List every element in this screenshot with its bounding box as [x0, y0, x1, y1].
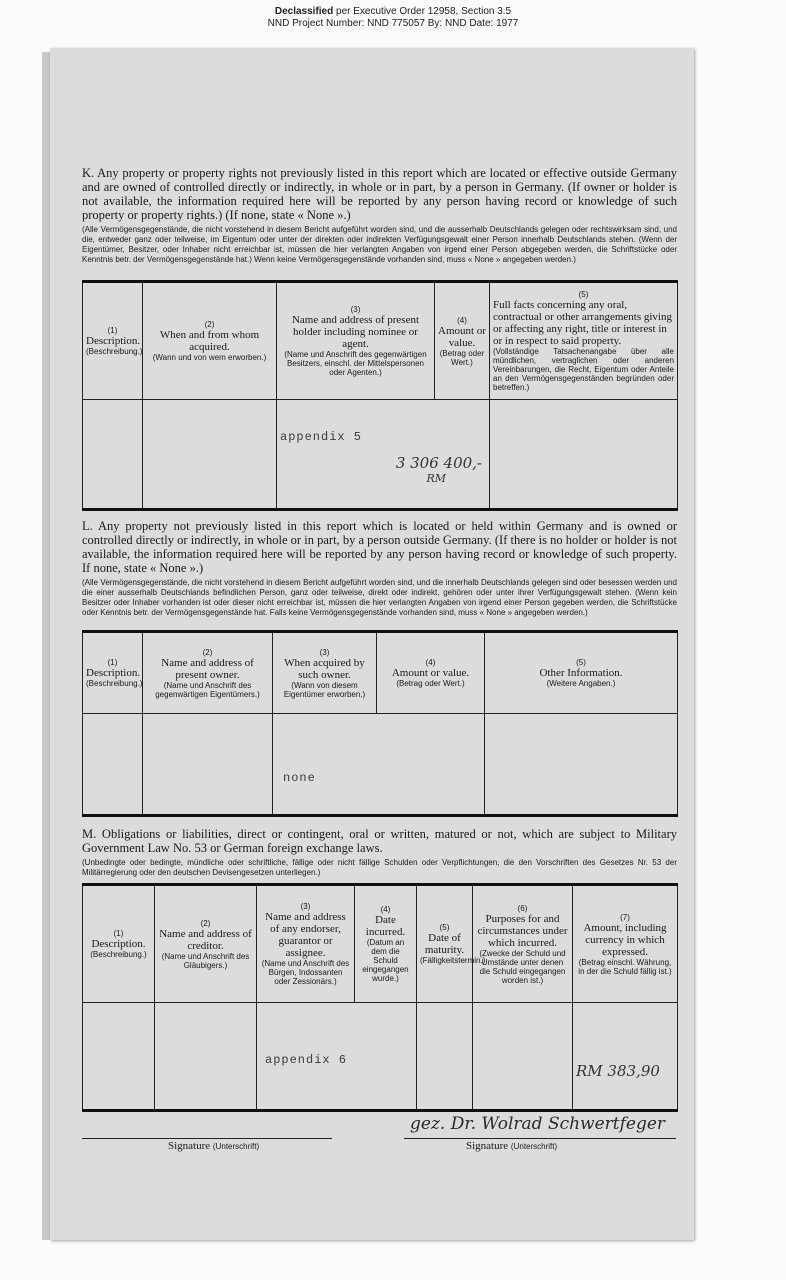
right-signature-label: Signature (Unterschrift): [466, 1140, 558, 1152]
k-col-5: (5) Full facts concerning any oral, contractual or other arrangements giving or affecting any right, title or interest in or in respect to said property. (Vollständige Tatsachenangabe über alle mündlichen, vertraglichen oder anderen Vereinbarungen, die Recht, Eigentum oder Anteile an den Vermögensgegenständen begründen oder betreffen.): [490, 282, 678, 400]
section-m-table: [82, 883, 678, 1112]
k-col-3: (3) Name and address of present holder including nominee or agent. (Name und Anschrift des gegenwärtigen Besitzers, einschl. der Mittelspersonen oder Agenten.): [277, 282, 435, 400]
section-l-entry-row: [83, 714, 678, 816]
section-m-note: (Unbedingte oder bedingte, mündliche oder schriftliche, fällige oder nicht fällige Schulden oder Verpflichtungen, die den Vorschriften des Gesetzes Nr. 53 der Militärregierung oder den deutschen Devisengesetzen unterliegen.): [82, 858, 677, 877]
m-amount-cell: [573, 1003, 678, 1111]
l-col-2: (2) Name and address of present owner. (Name und Anschrift des gegenwärtigen Eigentümers.): [143, 632, 273, 714]
section-k-table: [82, 280, 678, 511]
section-m-title: M. Obligations or liabilities, direct or contingent, oral or written, matured or not, which are subject to Military Government Law No. 53 or German foreign exchange laws.: [82, 827, 677, 855]
section-k-title: K. Any property or property rights not previously listed in this report which are located or effective outside Germany and are owned of controlled directly or indirectly, in whole or in part, by a person in Germany. (If owner or holder is not available, the information required here will be reported by any person having record or knowledge of such property or property rights.) (If none, state « None ».): [82, 166, 677, 222]
l-col-5: (5) Other Information. (Weitere Angaben.): [485, 632, 678, 714]
handwritten-signature: gez. Dr. Wolrad Schwertfeger: [410, 1114, 666, 1134]
section-l-header-row: [83, 632, 678, 714]
k-entry-amount: 3 306 400,-: [395, 454, 482, 472]
section-l-note: (Alle Vermögensgegenstände, die nicht vorstehend in diesem Bericht aufgeführt worden sind, und die innerhalb Deutschlands gelegen sind oder besessen werden und die einer ausserhalb Deutschlands befindlichen Person, ganz oder teilweise, direkt oder indirekt, gehören oder unter ihrer Verfügungsgewalt stehen. (Wenn kein Besitzer oder Inhaber vorhanden ist oder dieser nicht erreichbar ist, müssen die hier verlangten Angaben von irgend einer Person gegeben werden, die Schriftstücke oder Kenntnis betr. der Vermögensgegenstände hat. Falls keine Vermögensgegenstände vorhanden sind, muss « None » angegeben werden.): [82, 578, 677, 617]
section-l-table: [82, 630, 678, 817]
l-col-3: (3) When acquired by such owner. (Wann von diesem Eigentümer erworben.): [273, 632, 377, 714]
l-col-1: (1) Description. (Beschreibung.): [83, 632, 143, 714]
k-entry-currency: RM: [426, 472, 446, 485]
left-signature-line: [82, 1138, 332, 1139]
m-col-2: (2) Name and address of creditor. (Name und Anschrift des Gläubigers.): [155, 885, 257, 1003]
section-m-header: [82, 827, 677, 878]
stamp-line1: per Executive Order 12958, Section 3.5: [333, 6, 512, 17]
right-signature-line: [404, 1138, 676, 1139]
section-m-entry-row: [83, 1003, 678, 1111]
declassification-stamp: [0, 6, 786, 30]
m-col-1: (1) Description. (Beschreibung.): [83, 885, 155, 1003]
k-col-4: (4) Amount or value. (Betrag oder Wert.): [435, 282, 490, 400]
section-k-header: [82, 166, 677, 265]
m-col-6: (6) Purposes for and circumstances under which incurred. (Zwecke der Schuld und Umstände unter denen die Schuld eingegangen worden ist.): [473, 885, 573, 1003]
m-col-7: (7) Amount, including currency in which expressed. (Betrag einschl. Währung, in der die Schuld fällig ist.): [573, 885, 678, 1003]
m-col-4: (4) Date incurred. (Datum an dem die Schuld eingegangen wurde.): [355, 885, 417, 1003]
m-entry-cell: [257, 1003, 417, 1111]
sheet-edge: [42, 52, 50, 1240]
l-col-4: (4) Amount or value. (Betrag oder Wert.): [377, 632, 485, 714]
m-col-3: (3) Name and address of any endorser, guarantor or assignee. (Name und Anschrift des Bürgen, Indossanten oder Zessionärs.): [257, 885, 355, 1003]
section-l-header: [82, 519, 677, 618]
m-entry-text: appendix 6: [265, 1053, 348, 1067]
section-k-entry-row: [83, 400, 678, 510]
l-entry-text: none: [283, 771, 316, 785]
k-col-2: (2) When and from whom acquired. (Wann und von wem erworben.): [143, 282, 277, 400]
k-entry-cell: [277, 400, 490, 510]
left-signature-label: Signature (Unterschrift): [168, 1140, 260, 1152]
l-entry-cell: [273, 714, 485, 816]
stamp-bold: Declassified: [274, 6, 334, 17]
m-entry-amount: RM 383,90: [576, 1062, 660, 1080]
stamp-line2: NND Project Number: NND 775057 By: NND Date: 1977: [267, 18, 519, 29]
k-entry-text: appendix 5: [280, 430, 363, 444]
m-col-5: (5) Date of maturity. (Fälligkeitstermin.): [417, 885, 473, 1003]
section-k-note: (Alle Vermögensgegenstände, die nicht vorstehend in diesem Bericht aufgeführt worden sind, und die ausserhalb Deutschlands gelegen oder rechtswirksam sind, und die, entweder ganz oder teilweise, im Eigentum oder unter der direkten oder indirekten Verfügungsgewalt einer Person innerhalb Deutschlands stehen. (Wenn der Eigentümer, Besitzer, oder Inhaber nicht erreichbar ist, müssen die hier verlangten Angaben von irgend einer Person abgegeben werden, die Schriftstücke oder Kenntnis betr. der Vermögensgegenstände hat.) Wenn keine Vermögensgegenstände vorhanden sind, muss « None » angegeben werden.): [82, 225, 677, 264]
section-m-header-row: [83, 885, 678, 1003]
section-k-header-row: [83, 282, 678, 400]
section-l-title: L. Any property not previously listed in this report which is located or held within Germany and is owned or controlled directly or indirectly, in whole or in part, by a person outside Germany. (If there is no holder or holder is not available, the information required here will be reported by any person having record or knowledge of such property. If none, state « None ».): [82, 519, 677, 575]
k-col-1: (1) Description. (Beschreibung.): [83, 282, 143, 400]
